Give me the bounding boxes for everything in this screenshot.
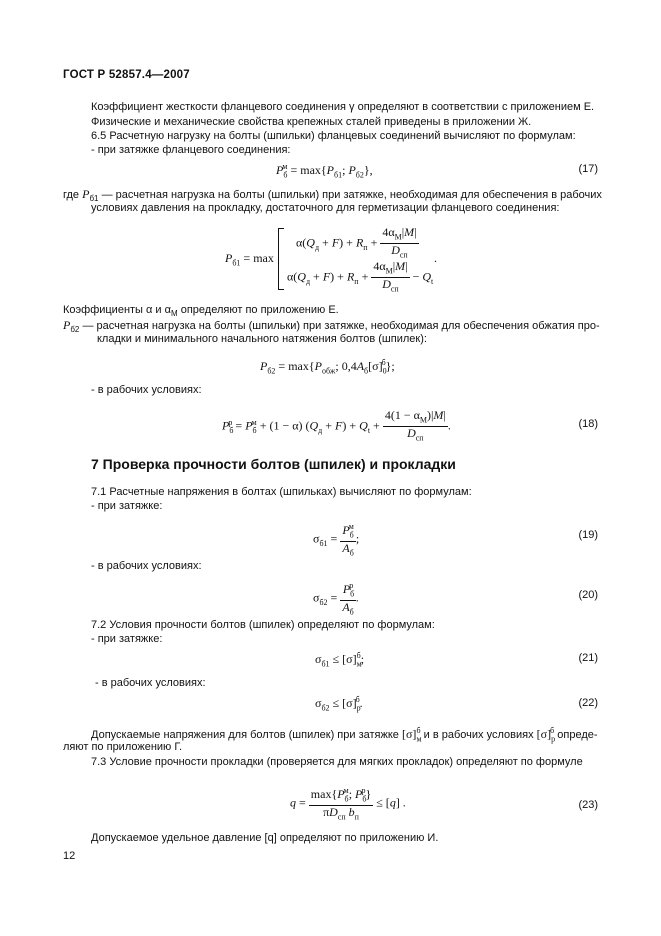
- formula-pb1-end: .: [434, 251, 437, 265]
- equation-number: (19): [578, 529, 598, 541]
- paragraph: - в рабочих условиях:: [91, 560, 202, 572]
- formula-23: q = $\max\{P_б^м$; $P_б^р$} $\pi D_{сп}$ $b_п$ ≤ [q] .: [290, 786, 406, 822]
- paragraph: - при затяжке фланцевого соединения:: [91, 144, 291, 156]
- paragraph: Коэффициенты α и $\alpha_M$ определяют по приложению Е.: [63, 304, 339, 319]
- formula-20: $\sigma_{б2}$ = $P_б^р$ $A_б$ .: [313, 581, 359, 617]
- paragraph: - при затяжке:: [91, 500, 163, 512]
- formula-18: $P_б^р = P_б^м + (1 - \alpha) (Q_д + F) + Q_t$ + $4(1 - \alpha_M)|M|$ $D_{сп}$ .: [222, 408, 451, 443]
- paragraph: Коэффициент жесткости фланцевого соединения γ определяют в соответствии с приложением Е.: [91, 101, 595, 113]
- formula-21: $\sigma_{б1} \le [\sigma]_м^б$;: [315, 651, 365, 669]
- formula-17: $P_б^м = \max\{P_{б1}$; $P_{б2}$},: [276, 162, 373, 180]
- formula-pb2: $P_{б2} = \max\{P_{обж}$; $0,4A_б[\sigma]_0^б$};: [260, 358, 395, 376]
- equation-number: (22): [578, 697, 598, 709]
- paragraph: Допускаемое удельное давление [q] определяют по приложению И.: [91, 832, 439, 844]
- paragraph: условиях давления на прокладку, достаточного для герметизации фланцевого соединения:: [91, 202, 560, 214]
- paragraph: - при затяжке:: [91, 633, 163, 645]
- paragraph: ляют по приложению Г.: [63, 741, 183, 753]
- paragraph: 6.5 Расчетную нагрузку на болты (шпильки) фланцевых соединений вычисляют по формулам:: [91, 130, 576, 142]
- paragraph: 7.1 Расчетные напряжения в болтах (шпильках) вычисляют по формулам:: [91, 486, 472, 498]
- equation-number: (18): [578, 418, 598, 430]
- equation-number: (20): [578, 589, 598, 601]
- formula-pb1-lhs: $P_{б1} = \max$: [225, 251, 274, 268]
- paragraph: - в рабочих условиях:: [91, 384, 202, 396]
- bracket: [278, 228, 284, 290]
- paragraph: кладки и минимального начального натяжения болтов (шпилек):: [97, 333, 427, 345]
- section-heading: 7 Проверка прочности болтов (шпилек) и прокладки: [91, 456, 456, 472]
- formula-pb1-row2: $\alpha(Q_д + F) + R_п$ + $4\alpha_M|M|$ $D_{сп}$ − $Q_t$: [287, 259, 434, 294]
- paragraph: Физические и механические свойства крепежных сталей приведены в приложении Ж.: [91, 116, 532, 128]
- document-header: ГОСТ Р 52857.4—2007: [63, 69, 190, 81]
- equation-number: (17): [578, 163, 598, 175]
- page-number: 12: [63, 850, 76, 862]
- paragraph: где $P_{б1}$ — расчетная нагрузка на болты (шпильки) при затяжке, необходимая для обеспечения в рабочих: [63, 187, 602, 204]
- paragraph: $P_{б2}$ — расчетная нагрузка на болты (шпильки) при затяжке, необходимая для обеспечения обжатия про-: [63, 318, 600, 335]
- formula-22: $\sigma_{б2} \le [\sigma]_р^б$.: [315, 695, 363, 713]
- paragraph: - в рабочих условиях:: [95, 677, 206, 689]
- paragraph: 7.3 Условие прочности прокладки (проверяется для мягких прокладок) определяют по формуле: [91, 756, 583, 768]
- formula-19: $\sigma_{б1}$ = $P_б^м$ $A_б$ ;: [313, 522, 360, 558]
- paragraph: 7.2 Условия прочности болтов (шпилек) определяют по формулам:: [91, 619, 435, 631]
- equation-number: (23): [578, 799, 598, 811]
- equation-number: (21): [578, 652, 598, 664]
- paragraph: Допускаемые напряжения для болтов (шпилек) при затяжке $[\sigma]_м^б$ и в рабочих условиях $[\sigma]_р^б$ опреде-: [91, 726, 598, 744]
- formula-pb1-row1: $\alpha(Q_д + F) + R_п$ + $4\alpha_M|M|$ $D_{сп}$: [296, 225, 417, 260]
